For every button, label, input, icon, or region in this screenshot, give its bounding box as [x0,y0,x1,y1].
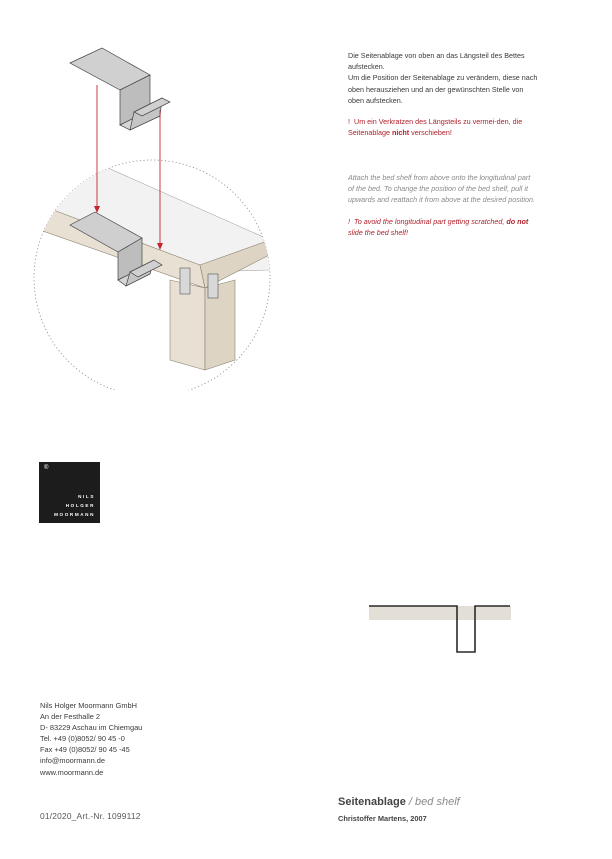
warning-en-pre: To avoid the longitudinal part getting scratched, [354,216,505,226]
assembly-illustration [30,40,330,390]
shelf-profile-drawing [365,600,515,660]
warning-en-post: slide the bed shelf! [348,227,408,237]
bed-shelf-part [70,48,170,130]
moormann-logo [39,462,100,523]
warning-de-bold: nicht [391,128,410,138]
warning-en [348,216,538,238]
instructions-english [348,172,538,238]
instructions-german [348,50,538,138]
designer-credit: Christoffer Martens, 2007 [338,814,427,823]
title-separator: / [408,796,412,808]
warning-mark-en: ! [348,216,350,226]
instructions-en-para1: Attach the bed shelf from above onto the longitudinal part of the bed. To change the position of the bed shelf, pull it upwards and reattach it from above at the desired position. [348,173,535,205]
company-street: An der Festhalle 2 [40,712,100,722]
logo-line-1: NILS [78,494,95,499]
product-title-en: bed shelf [415,796,460,808]
company-email[interactable]: info@moormann.de [40,756,106,766]
warning-en-bold: do not [506,216,529,226]
instructions-de-para1: Die Seitenablage von oben an das Längsteil des Bettes aufstecken. [348,51,525,72]
logo-line-3: MOORMANN [54,512,95,517]
company-fax: Fax +49 (0)8052/ 90 45 -45 [40,745,130,755]
logo-line-2: HOLGER [65,503,95,508]
company-name: Nils Holger Moormann GmbH [40,701,137,710]
bed-corner [30,160,275,370]
product-title-de: Seitenablage [338,796,406,808]
company-city: D- 83229 Aschau im Chiemgau [40,723,143,733]
company-website[interactable]: www.moormann.de [40,767,104,777]
warning-mark-de: ! [348,117,350,127]
registered-mark: ® [44,465,49,471]
product-title [338,796,460,808]
company-tel: Tel. +49 (0)8052/ 90 45 -0 [40,734,125,744]
article-number: 01/2020_Art.-Nr. 1099112 [40,811,141,821]
warning-de-post: verschieben! [411,128,452,138]
instructions-de-para2: Um die Position der Seitenablage zu verändern, diese nach oben herausziehen und an der gewünschten Stelle von oben aufstecken. [348,73,538,105]
company-address [40,700,142,778]
warning-de-pre: Um ein Verkratzen des Längsteils zu vermei-den, die Seitenablage [348,117,523,138]
warning-de [348,116,538,138]
